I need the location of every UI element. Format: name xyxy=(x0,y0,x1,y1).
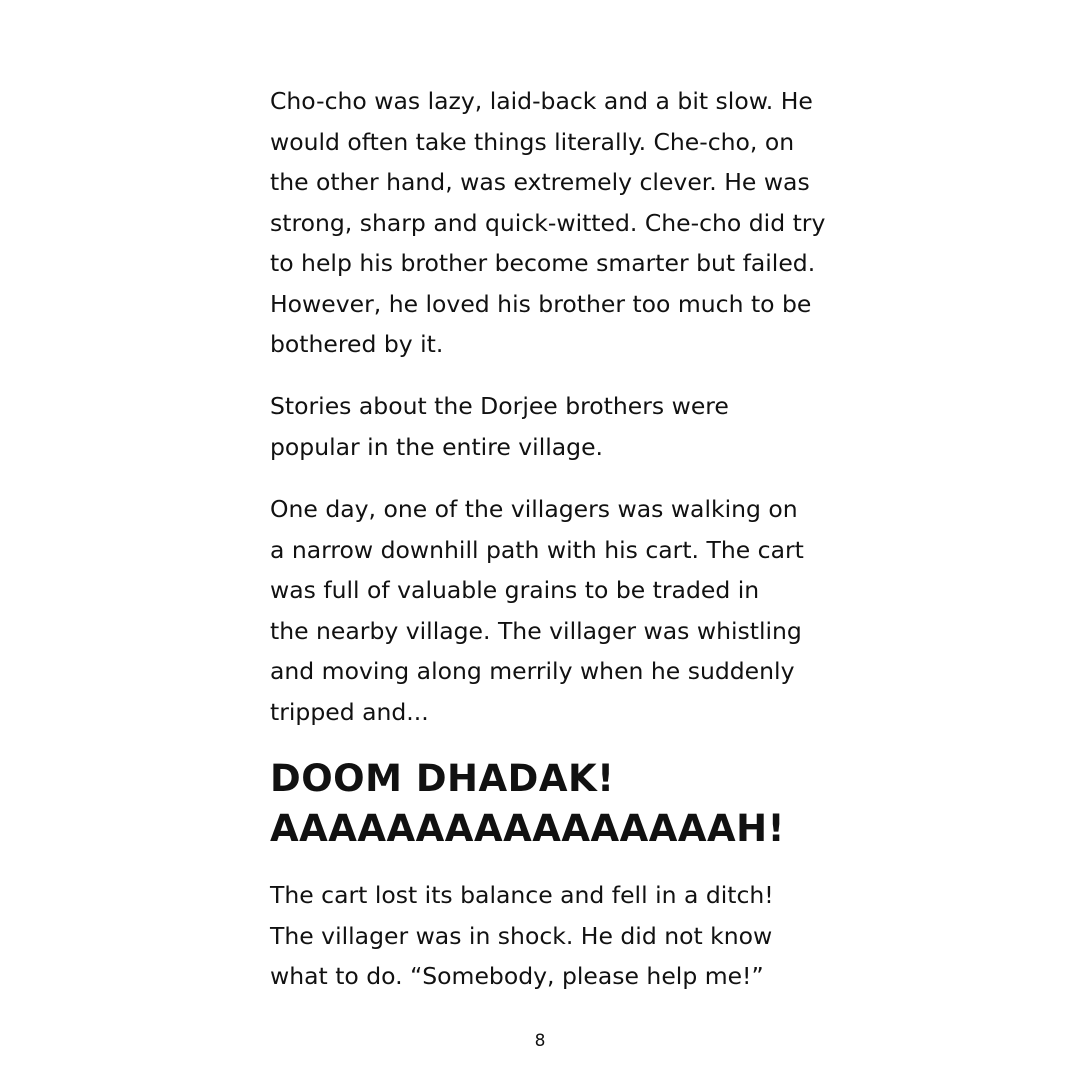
text-line: to help his brother become smarter but failed. xyxy=(270,249,816,277)
text-line: a narrow downhill path with his cart. The cart xyxy=(270,535,804,564)
text-line: would often take things literally. Che-cho, on xyxy=(270,127,795,156)
text-line: Stories about the Dorjee brothers were xyxy=(270,392,729,420)
text-line: The villager was in shock. He did not know xyxy=(270,921,773,950)
text-line: One day, one of the villagers was walking on xyxy=(270,495,798,523)
paragraph-brothers-description xyxy=(270,81,830,365)
text-line: the nearby village. The villager was whistling xyxy=(270,616,802,645)
text-line: what to do. “Somebody, please help me!” xyxy=(270,962,764,990)
sound-effect-exclamation xyxy=(270,754,870,854)
paragraph-village-stories xyxy=(270,386,830,467)
text-line: was full of valuable grains to be traded in xyxy=(270,576,760,604)
text-line: popular in the entire village. xyxy=(270,432,604,461)
paragraph-cart-falls xyxy=(270,875,830,997)
text-line: However, he loved his brother too much to be xyxy=(270,289,812,318)
exclamation-line: AAAAAAAAAAAAAAAAH! xyxy=(270,807,786,850)
text-line: Cho-cho was lazy, laid-back and a bit slow. He xyxy=(270,87,813,115)
text-line: The cart lost its balance and fell in a ditch! xyxy=(270,881,774,909)
text-line: and moving along merrily when he suddenly xyxy=(270,657,795,685)
paragraph-villager-walking xyxy=(270,489,830,732)
text-line: strong, sharp and quick-witted. Che-cho did try xyxy=(270,208,826,237)
page-number: 8 xyxy=(534,1031,546,1051)
text-line: the other hand, was extremely clever. He was xyxy=(270,168,810,196)
text-line: tripped and... xyxy=(270,697,429,726)
text-line: bothered by it. xyxy=(270,330,444,358)
exclamation-line: DOOM DHADAK! xyxy=(270,757,615,800)
